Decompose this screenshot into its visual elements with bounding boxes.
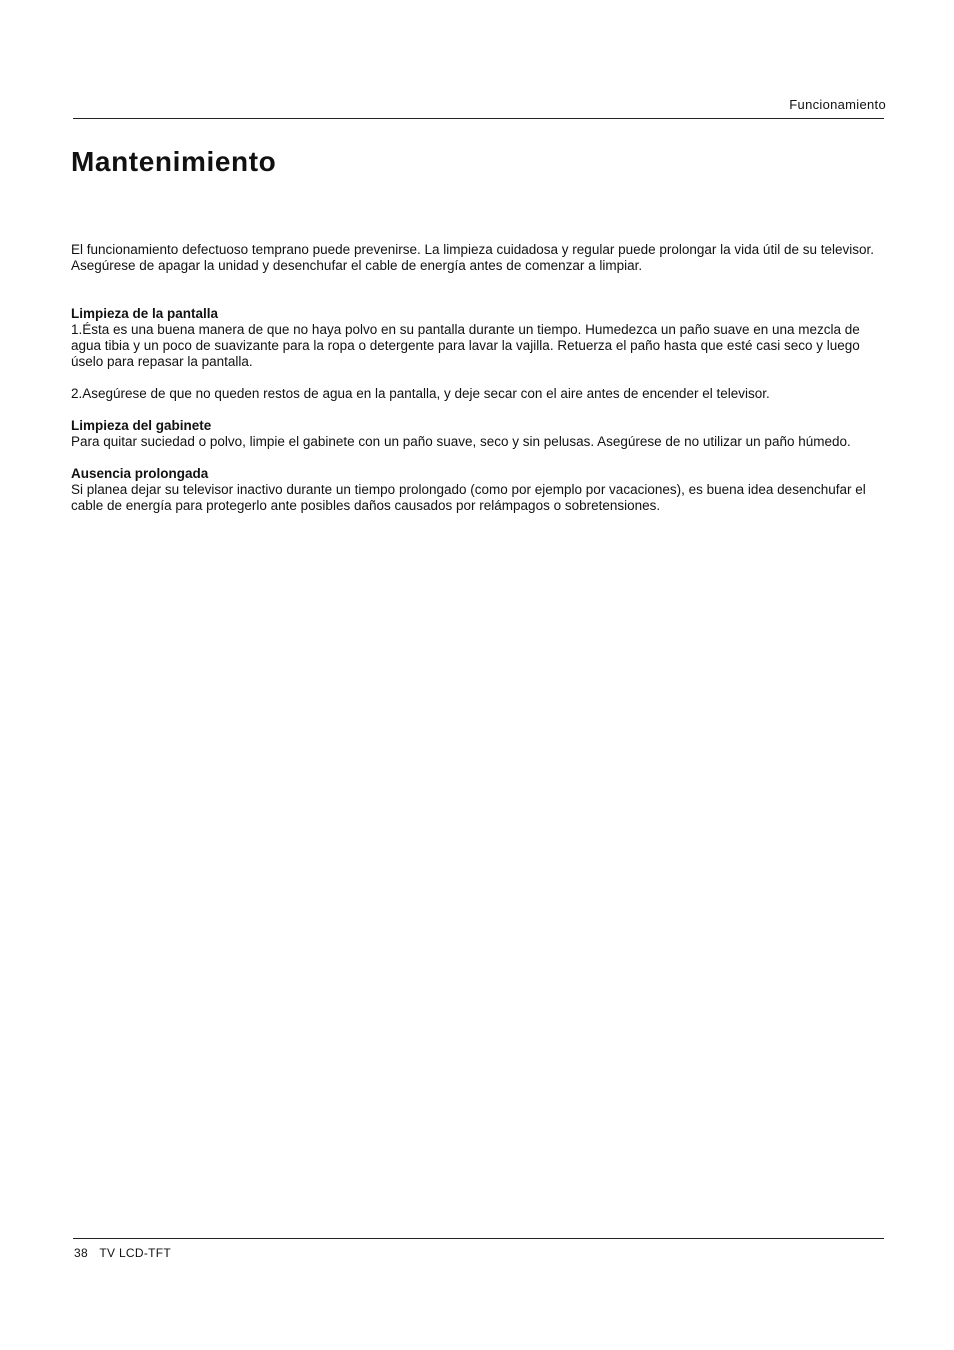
page-title: Mantenimiento — [71, 146, 277, 177]
section-paragraph: 1.Ésta es una buena manera de que no haya polvo en su pantalla durante un tiempo. Humedezca un paño suave en una mezcla de agua tibia y un poco de suavizante para la ropa o detergente para lavar la vajilla. Retuerza el paño hasta que esté casi seco y luego úselo para repasar la pantalla. — [71, 322, 860, 369]
page-number: 38 — [74, 1246, 88, 1260]
section-paragraph: Si planea dejar su televisor inactivo durante un tiempo prolongado (como por ejemplo por vacaciones), es buena idea desenchufar el cable de energía para protegerlo ante posibles daños causados por relámpagos o sobretensiones. — [71, 482, 866, 513]
header-section-label: Funcionamiento — [789, 97, 886, 112]
section-heading: Limpieza del gabinete — [71, 418, 212, 433]
product-name: TV LCD-TFT — [99, 1246, 172, 1260]
footer-divider — [73, 1238, 884, 1239]
section-paragraph: Para quitar suciedad o polvo, limpie el gabinete con un paño suave, seco y sin pelusas. Asegúrese de no utilizar un paño húmedo. — [71, 434, 851, 449]
section-paragraph: 2.Asegúrese de que no queden restos de agua en la pantalla, y deje secar con el aire antes de encender el televisor. — [71, 386, 770, 401]
main-content — [71, 242, 881, 530]
header-divider — [73, 118, 884, 119]
section-heading: Limpieza de la pantalla — [71, 306, 219, 321]
intro-paragraph: El funcionamiento defectuoso temprano puede prevenirse. La limpieza cuidadosa y regular puede prolongar la vida útil de su televisor. Asegúrese de apagar la unidad y desenchufar el cable de energía antes de comenzar a limpiar. — [71, 242, 874, 273]
section-prolonged-absence — [71, 466, 881, 514]
section-cabinet-cleaning — [71, 418, 881, 450]
section-screen-cleaning — [71, 306, 881, 402]
section-heading: Ausencia prolongada — [71, 466, 209, 481]
footer — [74, 1246, 171, 1260]
